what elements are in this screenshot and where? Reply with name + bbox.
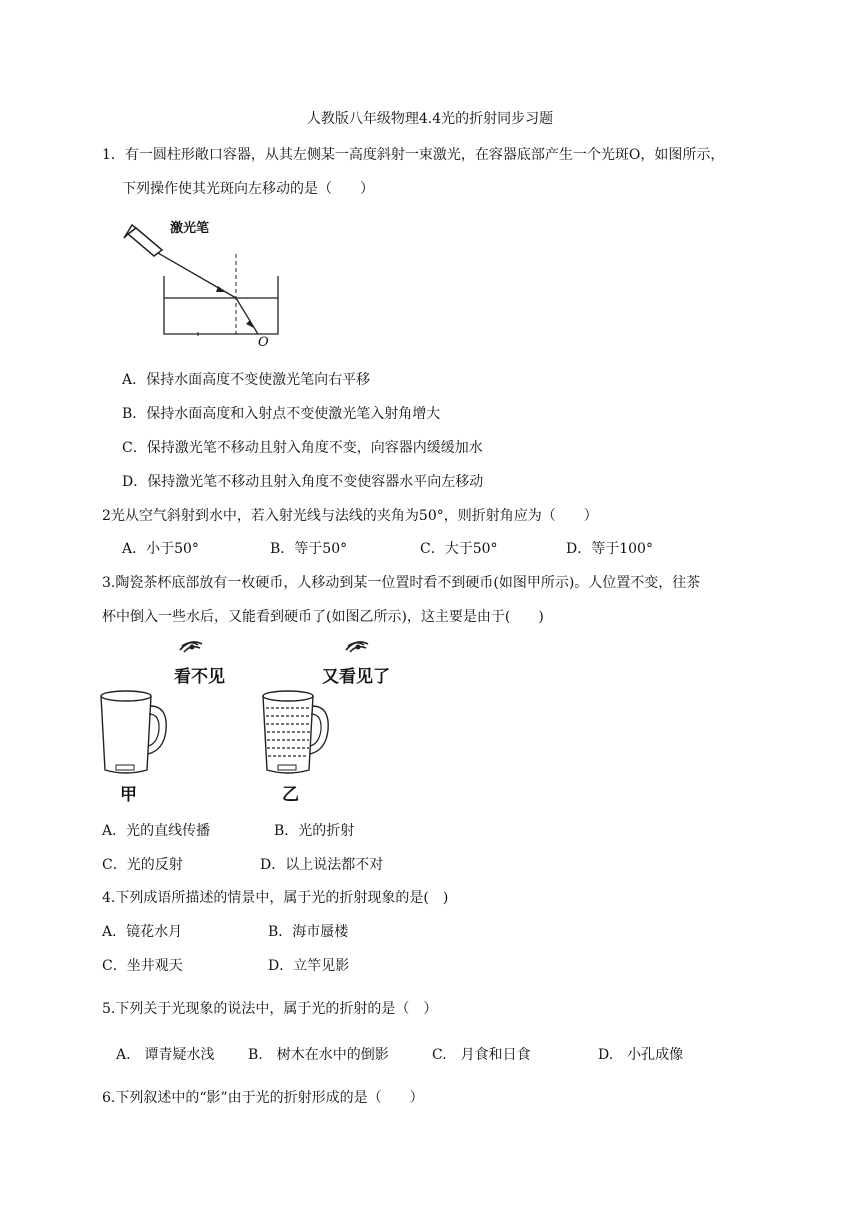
q5-option-c: C. 月食和日食	[432, 1047, 531, 1063]
q5-option-a: A. 谭青疑水浅	[116, 1047, 215, 1063]
page-title: 人教版八年级物理4.4光的折射同步习题	[306, 111, 554, 127]
cup-empty-figure	[96, 688, 176, 778]
coin-icon	[116, 765, 134, 770]
q5-option-b: B. 树木在水中的倒影	[248, 1047, 389, 1063]
q2-option-d: D．等于100°	[566, 541, 653, 557]
q2-stem: 2光从空气斜射到水中，若入射光线与法线的夹角为50°，则折射角应为（ ）	[102, 508, 598, 524]
q3-option-c: C．光的反射	[102, 857, 183, 873]
q5-stem: 5.下列关于光现象的说法中，属于光的折射的是（ ）	[102, 1001, 438, 1017]
q3-option-d: D．以上说法都不对	[260, 857, 384, 873]
q1-stem-line1: 1．有一圆柱形敞口容器，从其左侧某一高度斜射一束激光，在容器底部产生一个光斑O，如图所示，	[102, 147, 725, 163]
q3-stem-line1: 3.陶瓷茶杯底部放有一枚硬币，人移动到某一位置时看不到硬币(如图甲所示)。人位置不变，往茶	[102, 575, 701, 591]
q4-option-c: C．坐井观天	[102, 958, 183, 974]
q2-option-a: A．小于50°	[122, 541, 199, 557]
q6-stem: 6.下列叙述中的“影”由于光的折射形成的是（ ）	[102, 1090, 424, 1106]
q4-option-a: A．镜花水月	[102, 924, 183, 940]
coin-icon	[278, 765, 296, 770]
label-jia: 甲	[120, 785, 137, 805]
label-cannot-see: 看不见	[174, 667, 225, 687]
q4-option-b: B．海市蜃楼	[268, 924, 349, 940]
q1-laser-figure	[120, 214, 300, 354]
laser-pen-icon	[124, 225, 162, 256]
q4-option-d: D．立竿见影	[268, 958, 350, 974]
q2-option-b: B．等于50°	[270, 541, 348, 557]
light-spot-label: O	[258, 335, 269, 350]
q4-stem: 4.下列成语所描述的情景中，属于光的折射现象的是( )	[102, 890, 449, 906]
cup-water-figure	[258, 688, 338, 778]
q1-option-d: D．保持激光笔不移动且射入角度不变使容器水平向左移动	[122, 474, 484, 490]
eye-icon	[178, 636, 204, 656]
q1-option-b: B．保持水面高度和入射点不变使激光笔入射角增大	[122, 406, 441, 422]
q5-option-d: D. 小孔成像	[598, 1047, 684, 1063]
label-yi: 乙	[282, 785, 299, 805]
q1-option-c: C．保持激光笔不移动且射入角度不变，向容器内缓缓加水	[122, 440, 483, 456]
label-can-see-again: 又看见了	[322, 667, 390, 687]
q1-stem-line2: 下列操作使其光斑向左移动的是（ ）	[122, 181, 374, 197]
q3-option-b: B．光的折射	[274, 823, 355, 839]
q3-stem-line2: 杯中倒入一些水后，又能看到硬币了(如图乙所示)，这主要是由于( )	[102, 609, 544, 625]
laser-pen-label: 激光笔	[170, 221, 210, 236]
q3-option-a: A．光的直线传播	[102, 823, 211, 839]
q2-option-c: C．大于50°	[420, 541, 498, 557]
eye-icon	[344, 636, 370, 656]
q1-option-a: A．保持水面高度不变使激光笔向右平移	[122, 372, 371, 388]
